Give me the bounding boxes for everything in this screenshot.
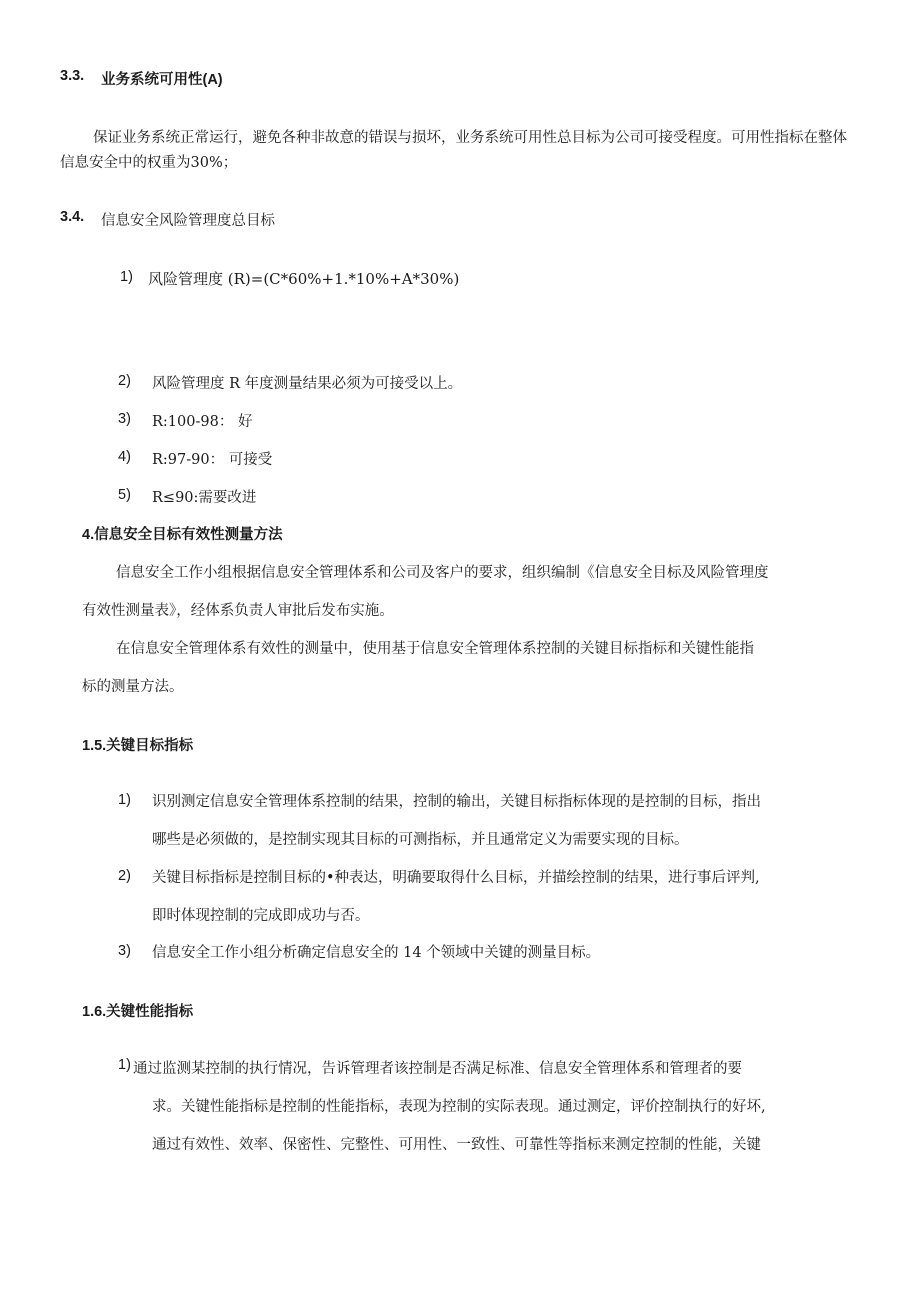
list-item-text-line2: 哪些是必须做的，是控制实现其目标的可测指标，并且通常定义为需要实现的目标。 (152, 832, 689, 848)
list-item-text: R:100-98： 好 (152, 414, 253, 430)
section-1-5-heading: 1.5.关键目标指标 (82, 738, 194, 754)
list-item-text-line2: 求。关键性能指标是控制的性能指标，表现为控制的实际表现。通过测定，评价控制执行的好坏, (152, 1099, 766, 1115)
section-4-paragraph-2-line2: 标的测量方法。 (82, 679, 184, 695)
section-1-6-heading: 1.6.关键性能指标 (82, 1004, 194, 1020)
section-3-4-number: 3.4. (60, 209, 85, 225)
list-item-number: 3) (118, 943, 131, 959)
section-3-3-number: 3.3. (60, 68, 85, 84)
list-item-text: R≤90:需要改进 (152, 490, 257, 506)
list-item-number: 3) (118, 411, 131, 427)
list-item-text-line3: 通过有效性、效率、保密性、完整性、可用性、一致性、可靠性等指标来测定控制的性能，关键 (152, 1137, 761, 1153)
section-4-paragraph-1-line2: 有效性测量表》，经体系负责人审批后发布实施。 (82, 603, 394, 619)
list-item-number: 1) (120, 269, 133, 285)
list-item-number: 2) (118, 868, 131, 884)
list-item-text-line1: 信息安全工作小组分析确定信息安全的 14 个领域中关键的测量目标。 (152, 945, 601, 961)
list-item-number: 2) (118, 373, 131, 389)
section-3-3-paragraph-line1: 保证业务系统正常运行，避免各种非故意的错误与损坏，业务系统可用性总目标为公司可接受程度。可用性指标在整体 (93, 130, 847, 146)
list-item-text-line1: 关键目标指标是控制目标的•种表达，明确要取得什么目标，并描绘控制的结果，进行事后评判, (152, 870, 760, 886)
list-item-text-line1: 通过监测某控制的执行情况，告诉管理者该控制是否满足标准、信息安全管理体系和管理者的要 (133, 1061, 742, 1077)
list-item-number: 5) (118, 487, 131, 503)
section-4-paragraph-2-line1: 在信息安全管理体系有效性的测量中，使用基于信息安全管理体系控制的关键目标指标和关键性能指 (116, 641, 754, 657)
section-4-paragraph-1-line1: 信息安全工作小组根据信息安全管理体系和公司及客户的要求，组织编制《信息安全目标及风险管理度 (116, 565, 769, 581)
list-item-number: 1) (118, 792, 131, 808)
list-item-text-line1: 识别测定信息安全管理体系控制的结果，控制的输出，关键目标指标体现的是控制的目标，指出 (152, 794, 761, 810)
section-3-4-heading: 信息安全风险管理度总目标 (101, 213, 275, 229)
list-item-text: 风险管理度 (R)=(C*60%+1.*10%+A*30%) (148, 270, 460, 288)
list-item-number: 1) (118, 1057, 131, 1073)
section-4-heading: 4.信息安全目标有效性测量方法 (82, 527, 283, 543)
list-item-text: R:97-90： 可接受 (152, 452, 273, 468)
list-item-number: 4) (118, 449, 131, 465)
section-3-3-paragraph-line2: 信息安全中的权重为30%； (60, 155, 238, 171)
list-item-text: 风险管理度 R 年度测量结果必须为可接受以上。 (152, 376, 463, 392)
list-item-text-line2: 即时体现控制的完成即成功与否。 (152, 908, 370, 924)
section-3-3-heading: 业务系统可用性(A) (101, 72, 223, 88)
